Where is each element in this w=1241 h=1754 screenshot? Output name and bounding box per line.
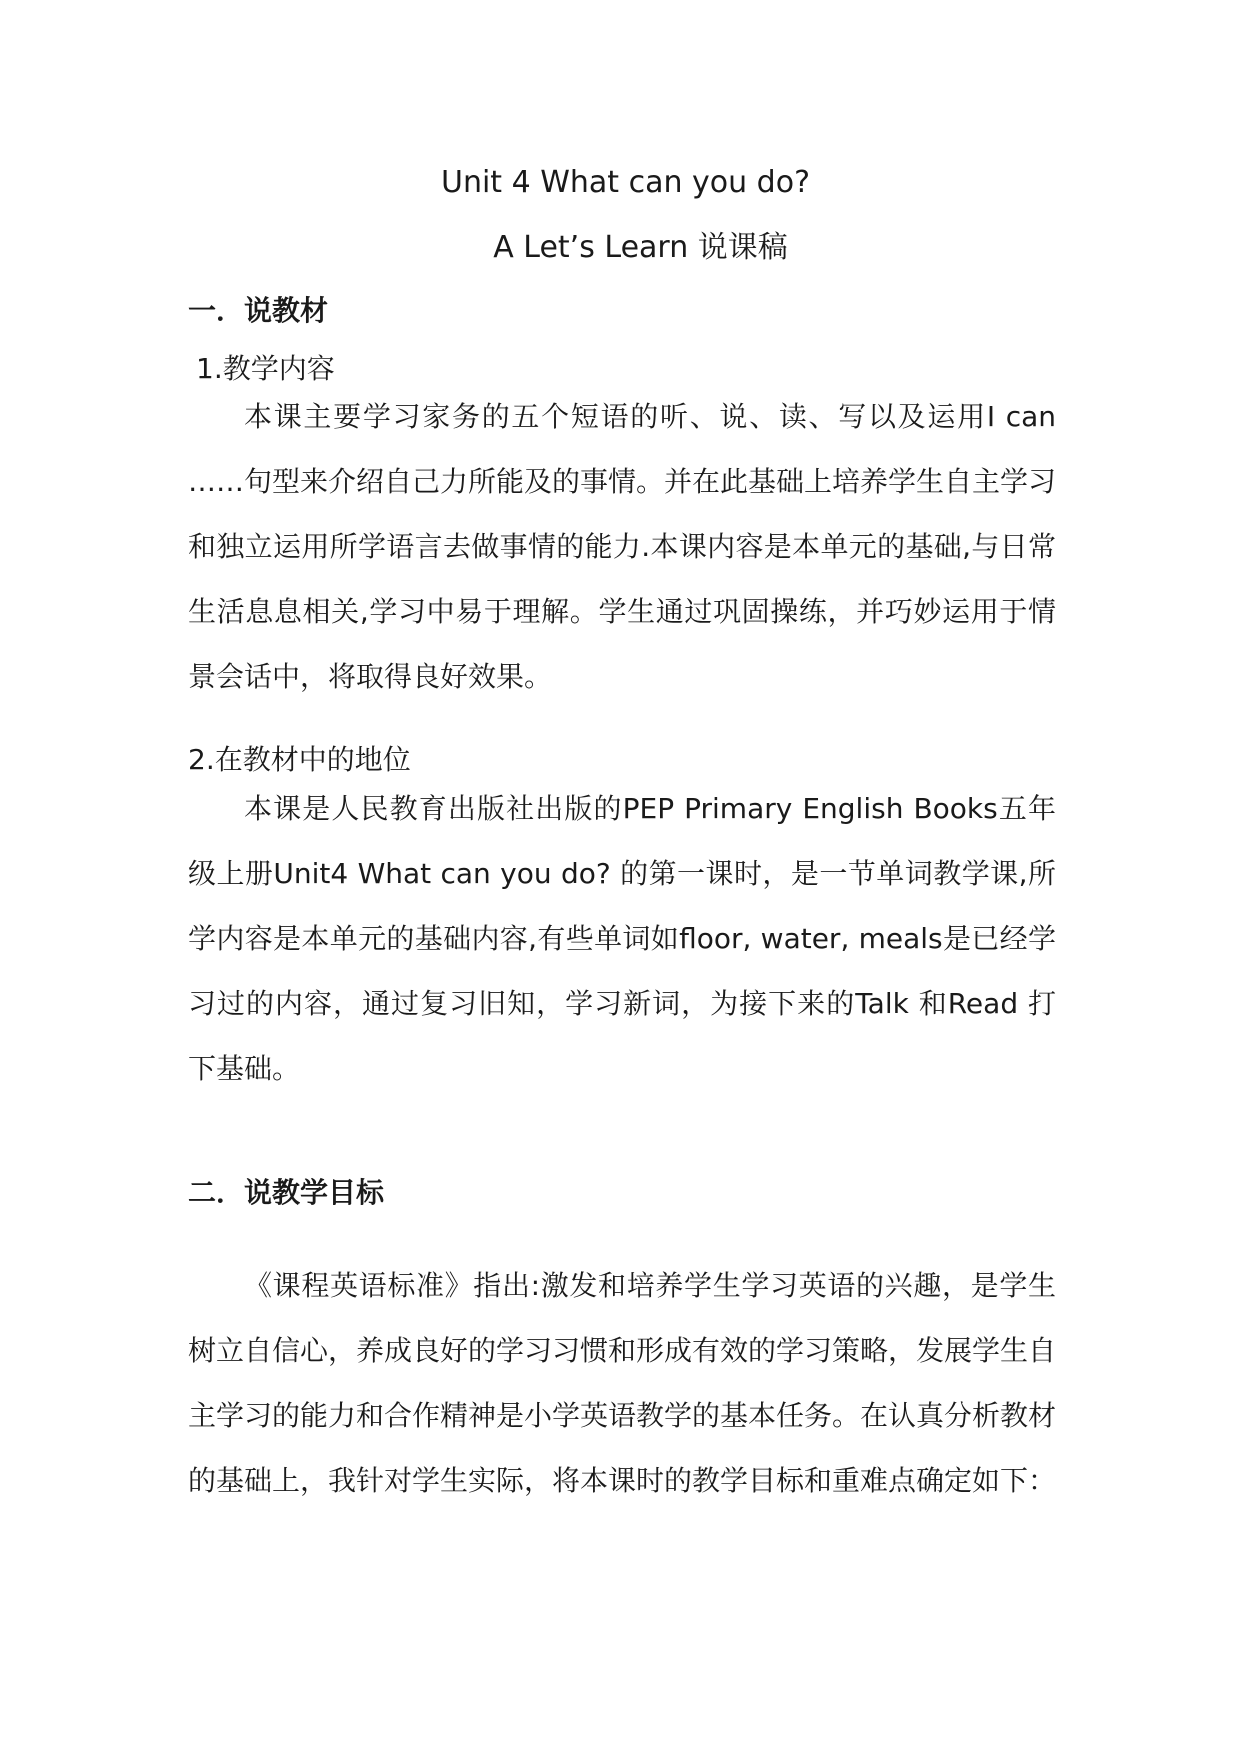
section-1-sub-1-body: 本课主要学习家务的五个短语的听、说、读、写以及运用I can ……句型来介绍自己力所能及的事情。并在此基础上培养学生自主学习和独立运用所学语言去做事情的能力.本课内容是本单元的基础,与日常生活息息相关,学习中易于理解。学生通过巩固操练，并巧妙运用于情景会话中，将取得良好效果。 bbox=[188, 400, 1057, 693]
section-2-heading: 二．说教学目标 bbox=[188, 1176, 385, 1209]
section-1-sub-2-heading: 2.在教材中的地位 bbox=[188, 743, 411, 776]
document-subtitle: A Let’s Learn 说课稿 bbox=[493, 230, 788, 265]
section-1-heading: 一．说教材 bbox=[188, 294, 329, 327]
section-2-body: 《课程英语标准》指出:激发和培养学生学习英语的兴趣，是学生树立自信心，养成良好的学习习惯和形成有效的学习策略，发展学生自主学习的能力和合作精神是小学英语教学的基本任务。在认真分析教材的基础上，我针对学生实际，将本课时的教学目标和重难点确定如下： bbox=[188, 1269, 1057, 1497]
section-1-sub-1-heading: 1.教学内容 bbox=[196, 352, 335, 385]
section-1-sub-2-body: 本课是人民教育出版社出版的PEP Primary English Books五年级上册Unit4 What can you do? 的第一课时，是一节单词教学课,所学内容是本单元的基础内容,有些单词如floor, water, meals是已经学习过的内容，通过复习旧知，学习新词，为接下来的Talk 和Read 打下基础。 bbox=[188, 792, 1056, 1085]
document-title: Unit 4 What can you do? bbox=[441, 165, 810, 200]
